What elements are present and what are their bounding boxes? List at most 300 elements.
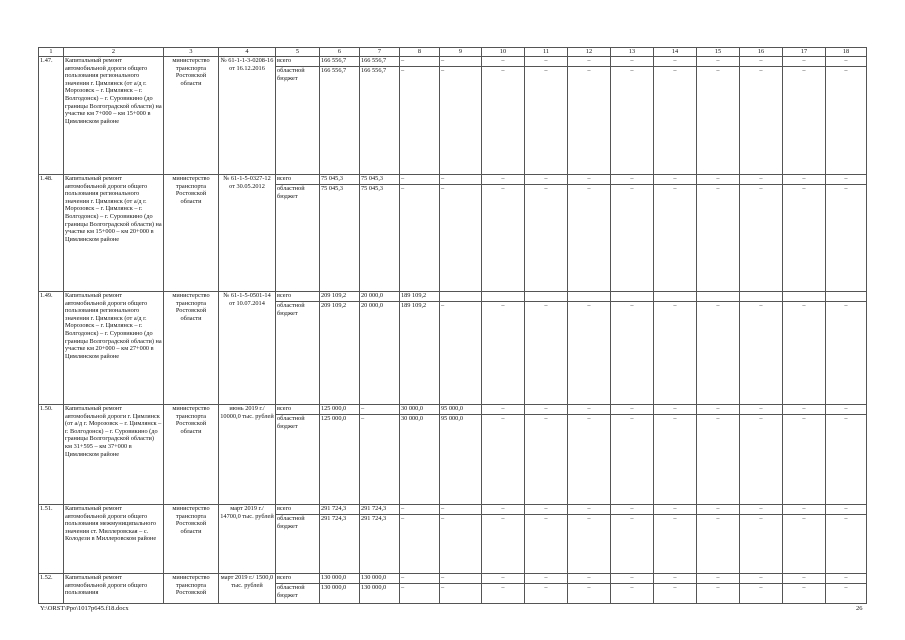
amount-value: 30 000,0 <box>401 415 424 422</box>
amount-cell <box>525 292 568 405</box>
amount-cell <box>320 574 360 604</box>
amount-value: – <box>697 57 739 67</box>
funding-source-label: областной бюджет <box>277 415 305 430</box>
column-number-11: 11 <box>525 48 568 57</box>
table-body <box>39 57 867 604</box>
amount-value: 166 556,7 <box>361 67 387 74</box>
amount-cell <box>400 175 440 292</box>
column-number-5: 5 <box>276 48 320 57</box>
amount-cell <box>826 175 867 292</box>
amount-value: 95 000,0 <box>441 415 464 422</box>
amount-value: – <box>401 515 405 522</box>
amount-value: – <box>802 584 806 591</box>
amount-value: – <box>401 584 405 591</box>
amount-cell <box>360 505 400 574</box>
amount-value <box>654 292 696 302</box>
amount-value: – <box>544 302 548 309</box>
object-name: Капитальный ремонт автомобильной дороги общего пользования регионального значения г. Цимлянск (от а/д г. Морозовск – г. Цимлянск – г. Волгодонск) – г. Суровикино (до границы Волгоградской области) на участке км 20+000 – км 27+000 в Цимлянском районе <box>64 292 164 405</box>
amount-value: – <box>482 505 524 515</box>
amount-cell <box>783 505 826 574</box>
amount-value: – <box>783 175 825 185</box>
row-number: 1.48. <box>39 175 64 292</box>
amount-cell <box>783 175 826 292</box>
column-number-15: 15 <box>697 48 740 57</box>
amount-value: – <box>716 185 720 192</box>
amount-value: – <box>783 57 825 67</box>
amount-value: – <box>783 505 825 515</box>
column-number-13: 13 <box>611 48 654 57</box>
amount-cell <box>360 405 400 505</box>
funding-source <box>276 292 320 405</box>
funding-source-label: всего <box>276 505 319 515</box>
amount-value <box>482 292 524 302</box>
table-row <box>39 405 867 505</box>
amount-value <box>697 292 739 302</box>
amount-cell <box>654 405 697 505</box>
amount-value: – <box>587 415 591 422</box>
amount-value: 20 000,0 <box>360 292 399 302</box>
project-document: март 2019 г./ 14700,0 тыс. рублей <box>219 505 276 574</box>
amount-value: – <box>568 505 610 515</box>
amount-value: 75 045,3 <box>321 185 344 192</box>
column-number-16: 16 <box>740 48 783 57</box>
amount-cell <box>826 292 867 405</box>
amount-value: 189 109,2 <box>400 292 439 302</box>
amount-cell <box>482 405 525 505</box>
responsible-org: министерство транспорта Ростовской области <box>164 505 219 574</box>
amount-value: – <box>654 57 696 67</box>
project-document: июнь 2019 г./ 10000,0 тыс. рублей <box>219 405 276 505</box>
amount-cell <box>320 505 360 574</box>
document-sheet <box>38 47 866 604</box>
amount-value: – <box>802 185 806 192</box>
amount-value: – <box>654 175 696 185</box>
amount-cell <box>568 405 611 505</box>
amount-value: – <box>826 57 866 67</box>
amount-value <box>740 292 782 302</box>
amount-value: – <box>501 515 505 522</box>
amount-value: – <box>568 405 610 415</box>
amount-value: – <box>441 67 445 74</box>
amount-value: – <box>568 57 610 67</box>
amount-value: 30 000,0 <box>400 405 439 415</box>
amount-value: – <box>759 185 763 192</box>
responsible-org: министерство транспорта Ростовской области <box>164 405 219 505</box>
amount-cell <box>400 57 440 175</box>
amount-value: – <box>826 505 866 515</box>
responsible-org: министерство транспорта Ростовской <box>164 574 219 604</box>
amount-cell <box>440 292 482 405</box>
amount-value: – <box>716 415 720 422</box>
amount-cell <box>360 574 400 604</box>
amount-cell <box>611 574 654 604</box>
amount-value: – <box>400 505 439 515</box>
amount-value: – <box>587 584 591 591</box>
funding-source-label: областной бюджет <box>277 584 305 599</box>
amount-value: – <box>630 415 634 422</box>
amount-cell <box>360 175 400 292</box>
amount-value: – <box>740 175 782 185</box>
amount-value: – <box>654 405 696 415</box>
amount-value: 20 000,0 <box>361 302 384 309</box>
amount-value: – <box>654 505 696 515</box>
amount-cell <box>826 405 867 505</box>
amount-value: – <box>544 515 548 522</box>
amount-value: – <box>525 175 567 185</box>
amount-value: – <box>587 302 591 309</box>
amount-value: – <box>802 302 806 309</box>
amount-value: – <box>783 574 825 584</box>
amount-cell <box>654 175 697 292</box>
amount-cell <box>654 57 697 175</box>
amount-value <box>568 292 610 302</box>
column-number-7: 7 <box>360 48 400 57</box>
amount-cell <box>611 292 654 405</box>
table-row <box>39 175 867 292</box>
amount-value: – <box>501 415 505 422</box>
funding-source <box>276 405 320 505</box>
amount-value: – <box>544 415 548 422</box>
table-row <box>39 574 867 604</box>
amount-value: – <box>697 405 739 415</box>
funding-source-label: всего <box>276 57 319 67</box>
amount-cell <box>440 505 482 574</box>
row-number: 1.52. <box>39 574 64 604</box>
amount-cell <box>568 175 611 292</box>
amount-cell <box>525 574 568 604</box>
table-row <box>39 292 867 405</box>
amount-value: 130 000,0 <box>360 574 399 584</box>
responsible-org: министерство транспорта Ростовской области <box>164 57 219 175</box>
funding-source <box>276 505 320 574</box>
amount-value: – <box>630 515 634 522</box>
amount-cell <box>440 405 482 505</box>
funding-source-label: областной бюджет <box>277 185 305 200</box>
amount-cell <box>482 175 525 292</box>
amount-value: – <box>630 584 634 591</box>
amount-cell <box>482 505 525 574</box>
object-name: Капитальный ремонт автомобильной дороги общего пользования межмуниципального значения ст. Миллеровская – с. Колодези в Миллеровском районе <box>64 505 164 574</box>
amount-value: – <box>826 574 866 584</box>
amount-value: – <box>844 515 848 522</box>
amount-cell <box>440 175 482 292</box>
amount-cell <box>697 175 740 292</box>
amount-value: 291 724,3 <box>360 505 399 515</box>
amount-cell <box>360 292 400 405</box>
amount-cell <box>611 175 654 292</box>
amount-cell <box>826 505 867 574</box>
amount-value: – <box>611 574 653 584</box>
amount-value: – <box>716 67 720 74</box>
amount-value: – <box>441 302 445 309</box>
responsible-org: министерство транспорта Ростовской области <box>164 292 219 405</box>
column-number-3: 3 <box>164 48 219 57</box>
amount-value: – <box>525 57 567 67</box>
column-number-6: 6 <box>320 48 360 57</box>
amount-value: 291 724,3 <box>321 515 347 522</box>
amount-value: – <box>630 302 634 309</box>
amount-cell <box>440 574 482 604</box>
amount-value: – <box>441 584 445 591</box>
amount-value: – <box>440 505 481 515</box>
amount-value: 291 724,3 <box>361 515 387 522</box>
amount-cell <box>525 57 568 175</box>
amount-cell <box>740 574 783 604</box>
amount-cell <box>697 292 740 405</box>
amount-value: – <box>673 415 677 422</box>
amount-cell <box>525 505 568 574</box>
column-number-8: 8 <box>400 48 440 57</box>
amount-cell <box>697 574 740 604</box>
amount-value: – <box>740 505 782 515</box>
amount-value: – <box>440 57 481 67</box>
funding-source-label: всего <box>276 574 319 584</box>
amount-value: – <box>544 67 548 74</box>
amount-value: – <box>544 185 548 192</box>
column-number-18: 18 <box>826 48 867 57</box>
amount-cell <box>697 505 740 574</box>
amount-value: – <box>501 584 505 591</box>
amount-cell <box>654 574 697 604</box>
amount-cell <box>783 405 826 505</box>
column-number-10: 10 <box>482 48 525 57</box>
amount-value: – <box>611 505 653 515</box>
amount-value: – <box>440 574 481 584</box>
column-number-12: 12 <box>568 48 611 57</box>
row-number: 1.49. <box>39 292 64 405</box>
amount-value: 125 000,0 <box>320 405 359 415</box>
amount-value: – <box>525 574 567 584</box>
amount-cell <box>482 57 525 175</box>
amount-cell <box>740 292 783 405</box>
amount-value: – <box>740 57 782 67</box>
amount-value: – <box>802 67 806 74</box>
funding-source-label: всего <box>276 292 319 302</box>
amount-cell <box>697 57 740 175</box>
amount-cell <box>611 57 654 175</box>
object-name: Капитальный ремонт автомобильной дороги общего пользования регионального значения г. Цимлянск (от а/д г. Морозовск – г. Цимлянск – г. Волгодонск) – г. Суровикино (до границы Волгоградской области) на участке км 15+000 – км 20+000 в Цимлянском районе <box>64 175 164 292</box>
funding-source-label: всего <box>276 175 319 185</box>
row-number: 1.51. <box>39 505 64 574</box>
amount-cell <box>400 505 440 574</box>
object-name: Капитальный ремонт автомобильной дороги общего пользования регионального значения г. Цимлянск (от а/д г. Морозовск – г. Цимлянск – г. Волгодонск) – г. Суровикино (до границы Волгоградской области) на участке км 7+000 – км 15+000 в Цимлянском районе <box>64 57 164 175</box>
column-number-17: 17 <box>783 48 826 57</box>
amount-value: 75 045,3 <box>360 175 399 185</box>
amount-cell <box>360 57 400 175</box>
amount-cell <box>568 292 611 405</box>
project-document: № 61-1-1-3-0208-16 от 16.12.2016 <box>219 57 276 175</box>
amount-value: – <box>716 515 720 522</box>
amount-value: – <box>401 185 405 192</box>
funding-source <box>276 57 320 175</box>
amount-value: – <box>441 515 445 522</box>
amount-value: 130 000,0 <box>361 584 387 591</box>
amount-value: – <box>611 57 653 67</box>
project-document: март 2019 г./ 1500,0 тыс. рублей <box>219 574 276 604</box>
amount-value: – <box>361 415 365 422</box>
amount-value: – <box>401 67 405 74</box>
amount-value: – <box>587 67 591 74</box>
amount-value: 166 556,7 <box>320 57 359 67</box>
amount-value: – <box>759 415 763 422</box>
amount-value: – <box>716 302 720 309</box>
amount-value: 166 556,7 <box>321 67 347 74</box>
amount-cell <box>783 57 826 175</box>
amount-cell <box>400 405 440 505</box>
amount-value <box>525 292 567 302</box>
amount-value: – <box>673 515 677 522</box>
amount-value: – <box>844 185 848 192</box>
amount-value: – <box>697 505 739 515</box>
amount-value: – <box>759 67 763 74</box>
amount-cell <box>320 175 360 292</box>
amount-value: – <box>844 302 848 309</box>
table-row <box>39 57 867 175</box>
amount-cell <box>568 57 611 175</box>
project-document: № 61-1-5-0501-14 от 10.07.2014 <box>219 292 276 405</box>
amount-value: 130 000,0 <box>320 574 359 584</box>
funding-source-label: всего <box>276 405 319 415</box>
object-name: Капитальный ремонт автомобильной дороги общего пользования <box>64 574 164 604</box>
amount-value: – <box>802 415 806 422</box>
amount-value: – <box>654 574 696 584</box>
amount-value: – <box>482 574 524 584</box>
amount-cell <box>320 57 360 175</box>
amount-value <box>611 292 653 302</box>
amount-value: – <box>501 185 505 192</box>
amount-value: – <box>482 57 524 67</box>
amount-value: – <box>759 515 763 522</box>
amount-cell <box>654 292 697 405</box>
amount-cell <box>740 405 783 505</box>
object-name: Капитальный ремонт автомобильной дороги г. Цимлянск (от а/д г. Морозовск – г. Цимлянск – г. Волгодонск) – г. Суровикино (до границы Волгоградской области) км 31+595 – км 37+000 в Цимлянском районе <box>64 405 164 505</box>
amount-cell <box>611 405 654 505</box>
amount-value: – <box>482 405 524 415</box>
amount-value <box>826 292 866 302</box>
amount-value: – <box>673 302 677 309</box>
amount-value: – <box>482 175 524 185</box>
amount-cell <box>826 57 867 175</box>
amount-value: – <box>630 67 634 74</box>
amount-value: – <box>673 185 677 192</box>
column-number-1: 1 <box>39 48 64 57</box>
amount-cell <box>611 505 654 574</box>
amount-cell <box>783 574 826 604</box>
amount-value: 209 109,2 <box>321 302 347 309</box>
amount-cell <box>826 574 867 604</box>
amount-cell <box>400 292 440 405</box>
table-row <box>39 505 867 574</box>
amount-value: – <box>844 415 848 422</box>
amount-value: – <box>716 584 720 591</box>
amount-value: – <box>740 405 782 415</box>
amount-value: – <box>844 584 848 591</box>
page-number: 26 <box>856 605 863 612</box>
amount-value: – <box>568 175 610 185</box>
column-number-4: 4 <box>219 48 276 57</box>
amount-value: 95 000,0 <box>440 405 481 415</box>
amount-value: – <box>826 405 866 415</box>
amount-cell <box>568 574 611 604</box>
amount-value: – <box>400 175 439 185</box>
amount-value: 75 045,3 <box>320 175 359 185</box>
amount-value: – <box>802 515 806 522</box>
amount-value: – <box>611 405 653 415</box>
amount-value: – <box>759 584 763 591</box>
amount-value: – <box>525 405 567 415</box>
amount-cell <box>440 57 482 175</box>
amount-value: – <box>400 57 439 67</box>
amount-value: – <box>587 185 591 192</box>
column-number-row <box>39 48 867 57</box>
amount-value: – <box>360 405 399 415</box>
amount-value: 130 000,0 <box>321 584 347 591</box>
program-table <box>38 47 867 604</box>
funding-source-label: областной бюджет <box>277 515 305 530</box>
amount-value <box>440 292 481 302</box>
amount-cell <box>400 574 440 604</box>
amount-value: – <box>697 574 739 584</box>
amount-value <box>783 292 825 302</box>
amount-value: 125 000,0 <box>321 415 347 422</box>
amount-value: 209 109,2 <box>320 292 359 302</box>
funding-source-label: областной бюджет <box>277 67 305 82</box>
column-number-9: 9 <box>440 48 482 57</box>
amount-cell <box>740 57 783 175</box>
amount-value: – <box>501 67 505 74</box>
amount-value: 291 724,3 <box>320 505 359 515</box>
amount-value: – <box>400 574 439 584</box>
responsible-org: министерство транспорта Ростовской области <box>164 175 219 292</box>
funding-source <box>276 574 320 604</box>
amount-cell <box>783 292 826 405</box>
amount-value: – <box>844 67 848 74</box>
amount-value: – <box>759 302 763 309</box>
amount-cell <box>525 405 568 505</box>
amount-value: – <box>568 574 610 584</box>
funding-source-label: областной бюджет <box>277 302 305 317</box>
amount-value: – <box>673 584 677 591</box>
amount-value: 75 045,3 <box>361 185 384 192</box>
amount-cell <box>740 505 783 574</box>
column-number-2: 2 <box>64 48 164 57</box>
column-number-14: 14 <box>654 48 697 57</box>
amount-value: – <box>697 175 739 185</box>
amount-cell <box>525 175 568 292</box>
amount-value: 189 109,2 <box>401 302 427 309</box>
amount-cell <box>697 405 740 505</box>
funding-source <box>276 175 320 292</box>
amount-value: – <box>525 505 567 515</box>
amount-value: – <box>630 185 634 192</box>
amount-cell <box>654 505 697 574</box>
amount-cell <box>568 505 611 574</box>
amount-value: – <box>441 185 445 192</box>
amount-cell <box>482 574 525 604</box>
amount-value: – <box>673 67 677 74</box>
project-document: № 61-1-5-0327-12 от 30.05.2012 <box>219 175 276 292</box>
amount-value: – <box>544 584 548 591</box>
row-number: 1.50. <box>39 405 64 505</box>
row-number: 1.47. <box>39 57 64 175</box>
file-path: Y:\ORST\Ppo\1017p645.f18.docx <box>40 605 129 612</box>
amount-value: – <box>501 302 505 309</box>
amount-value: – <box>587 515 591 522</box>
amount-value: – <box>611 175 653 185</box>
amount-value: – <box>826 175 866 185</box>
amount-value: 166 556,7 <box>360 57 399 67</box>
amount-cell <box>740 175 783 292</box>
